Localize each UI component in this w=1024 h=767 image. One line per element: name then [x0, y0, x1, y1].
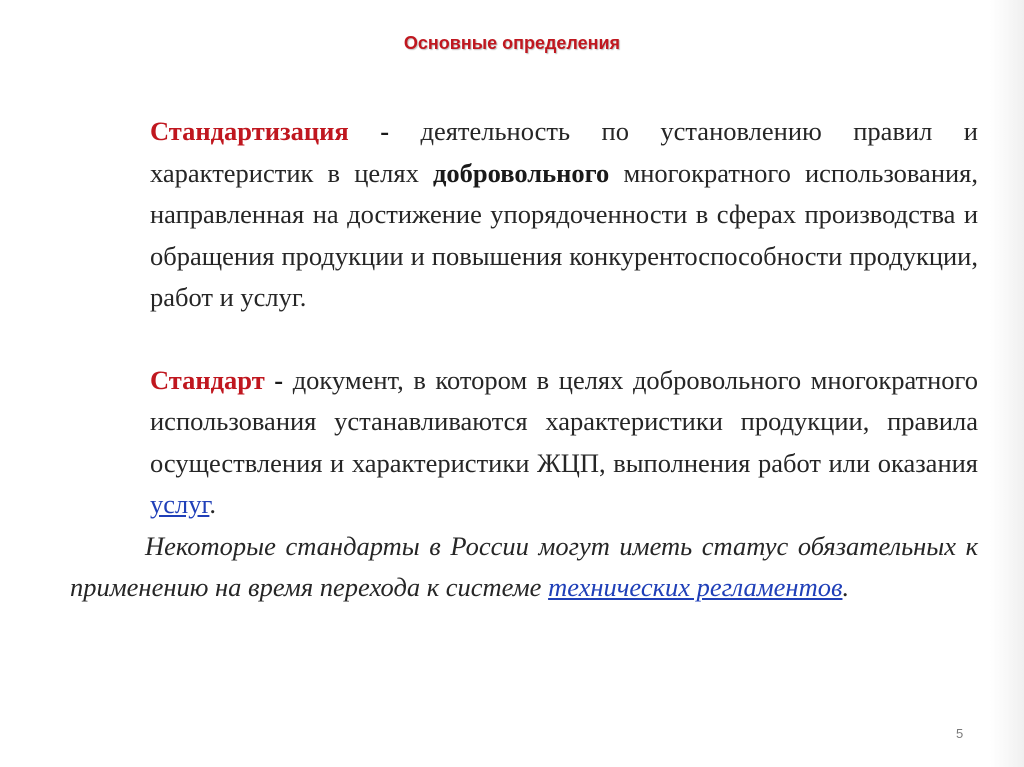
page-number: 5: [956, 726, 964, 741]
term-standardization: Стандартизация: [150, 116, 349, 146]
note-end: .: [842, 572, 850, 602]
slide-content: [70, 111, 978, 609]
term-dash: -: [348, 116, 421, 146]
paragraph-gap: [70, 319, 978, 360]
definition-text: документ, в котором в целях добровольного многократного использования устанавливаются характеристики продукции, правила осуществления и характеристики ЖЦП, выполнения работ или оказания: [150, 364, 978, 478]
page-edge-shade: [990, 0, 1024, 767]
note-paragraph: [70, 526, 978, 609]
note-text: Некоторые стандарты в России могут иметь статус обязательных к применению на время перехода к системе: [70, 530, 978, 602]
emphasis-voluntary: добровольного: [433, 157, 610, 188]
definition-standard: [70, 360, 978, 526]
term-standard: Стандарт: [150, 364, 265, 395]
definition-text-part2: многократного использования, направленная на достижение упорядоченности в сферах производства и обращения продукции и повышения конкурентоспособности продукции, работ и услуг.: [150, 157, 978, 312]
technical-regulations-link[interactable]: технических регламентов: [548, 572, 843, 602]
definition-standardization: [70, 111, 978, 319]
services-link[interactable]: услуг: [150, 489, 210, 519]
slide-title: Основные определения: [403, 33, 621, 53]
definition-text-part1: деятельность по установлению правил и характеристик в целях: [150, 116, 978, 188]
term-dash: -: [264, 364, 293, 395]
definition-end: .: [209, 489, 216, 519]
